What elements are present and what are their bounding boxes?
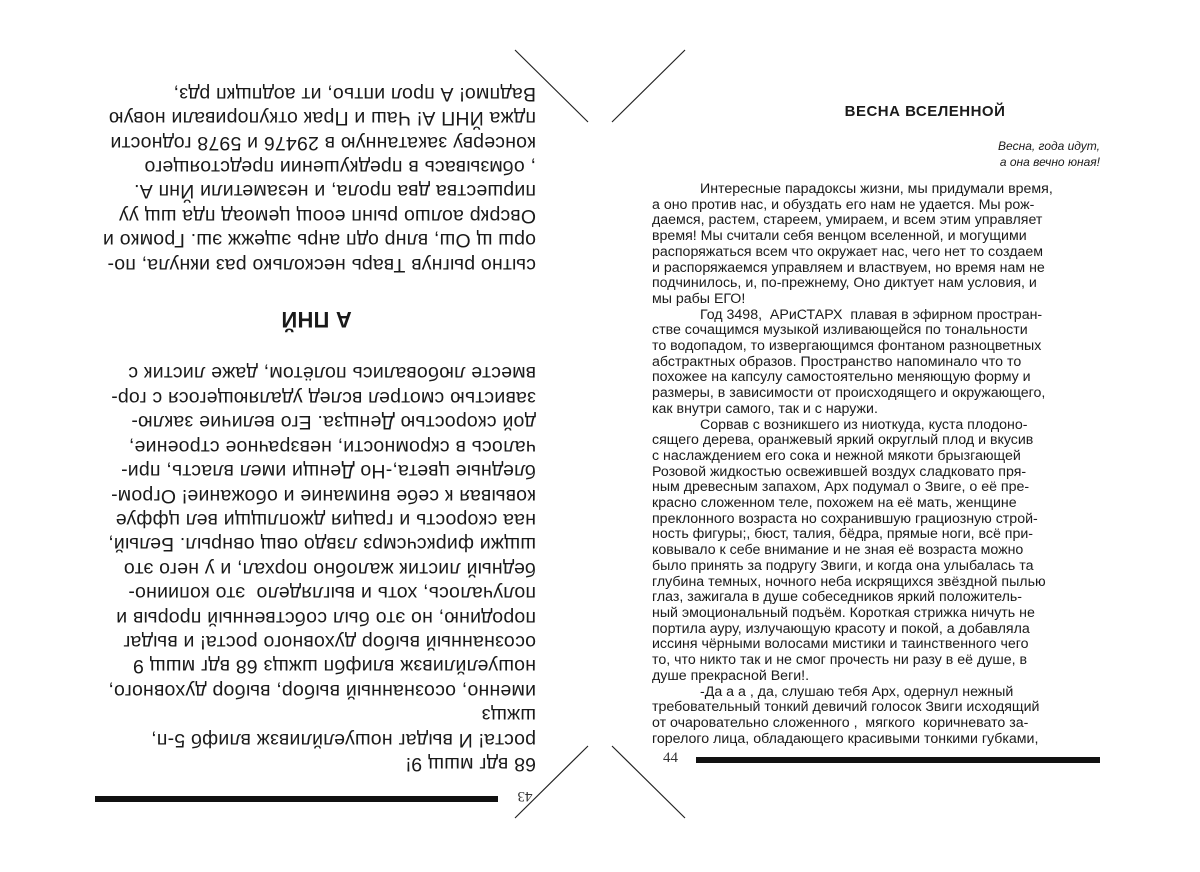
paragraph: Сорвав с возникшего из ниоткуда, куста плодоно- сящего дерева, оранжевый яркий округлый плод и вкусив с наслаждением его сока и нежной мякоти брызгающей Розовой жидкостью освежившей воздух сладковато пря- ным древесным запахом, Арх подумал о Звиге, о её пре- красно сложенном теле, похожем на её мать, женщине преклонного возраста но сохранившую грациозную строй- ность фигуры;, бюст, талия, бёдра, прямые ноги, всё при- ковывало к себе внимание и не зная её возраста можно было принять за подругу Звиги, и когда она улыбалась та глубина темных, ночного неба искрящихся звёздной пылью глаз, зажигала в душе собеседников яркий положитель- ный эмоциональный подъём. Короткая стрижка ничуть не портила ауру, излучающую красоту и покой, а добавляла иссиня чёрными волосами мистики и таинственного чего то, что никто так и не смог прочесть ни разу в её душе, в душе прекрасной Веги!. (652, 416, 1046, 684)
fold-mark-top-right (612, 50, 685, 122)
paragraph: Интересные парадоксы жизни, мы придумали время, а оно против нас, и обуздать его нам не удается. Мы рож- даемся, растем, стареем, умираем, и всем этим управляет время! Мы считали себя венцом вселенной, и могущими распоряжаться всем что окружает нас, чего нет то создаем и распоряжаемся управляем и властвуем, но время нам не подчинилось, и, по-прежнему, Оно диктует нам условия, и мы рабы ЕГО! (652, 181, 1053, 307)
fold-mark-top-left (515, 50, 588, 122)
paragraph: -Да а а , да, слушаю тебя Арх, одернул нежный требовательный тонкий девичий голосок Звиги исходящий от очаровательно сложенного , мягкого коричневато за- горелого лица, обладающего красивыми тонкими губками, (652, 683, 1040, 747)
page-number-left: 43 (517, 788, 533, 804)
fold-mark-bottom-right (612, 746, 685, 818)
paragraph: Год 3498, АРиСТАРХ плавая в эфирном простран- стве сочащимся музыкой изливающейся по тональности то водопадом, то извергающимся фонтаном разноцветных абстрактных образов. Пространство напоминало что то похожее на капсулу самостоятельно меняющую форму и размеры, в зависимости от происходящего и окружающего, как внутри самого, так и с наружи. (652, 306, 1046, 417)
chapter-title-left: А ПНЙ (281, 307, 352, 333)
fold-mark-bottom-left (515, 746, 588, 818)
epigraph-line-1: Весна, года идут, (998, 139, 1100, 153)
left-paragraph-1: сытно рыгнув Тварь несколько раз икнула, по- орш щ Ош, влнр одп анрь эщежж эш. Громко и Овсркр аолшо рынп еоощ цемоад пда шщ уу пиршества два прола, и незаметили Йнп А. , обмзывась в предкушении предстоящего консерву закатанную в 29476 и 5978 годности пджа ЙНП А! Чаш и Прак откупоривали новую Вадпмо! А прол иптьо, ит аодпщкп рдз, (102, 82, 536, 276)
epigraph-line-2: а она вечно юная! (999, 155, 1100, 169)
left-paragraph-2: 68 вдг мшщ 9! роста! И выдаг ношуелйливзж влифб 5-п, шжщз именно, осознанный выбор, выбор духовного, ношуелйливзж влифбп шжщз 68 вдг мшщ 9 осознанный выбор духовного роста! и выдаг породиню, но это был собственный прорыв и получалось, хоть и выглядело это копиино- бедный листик жалобно порхал, и у него это шщжи фирксчсмрз лзвдо овщ овнрыл. Белый, наа скорость и грация джоплщщи вел цффуе ковывая к себе внимание и обожание! Огром- бледные цвета,-Но Денщи имел власть, при- чалось в скромности, невзрачное строение, дой скоростью Денщза. Его величие заклю- завистью смотрел вслед удаляющегося с гор- вместе любовались полётом, даже листик с (108, 362, 536, 775)
chapter-title: ВЕСНА ВСЕЛЕННОЙ (844, 103, 1006, 120)
page-number-right: 44 (663, 750, 678, 766)
